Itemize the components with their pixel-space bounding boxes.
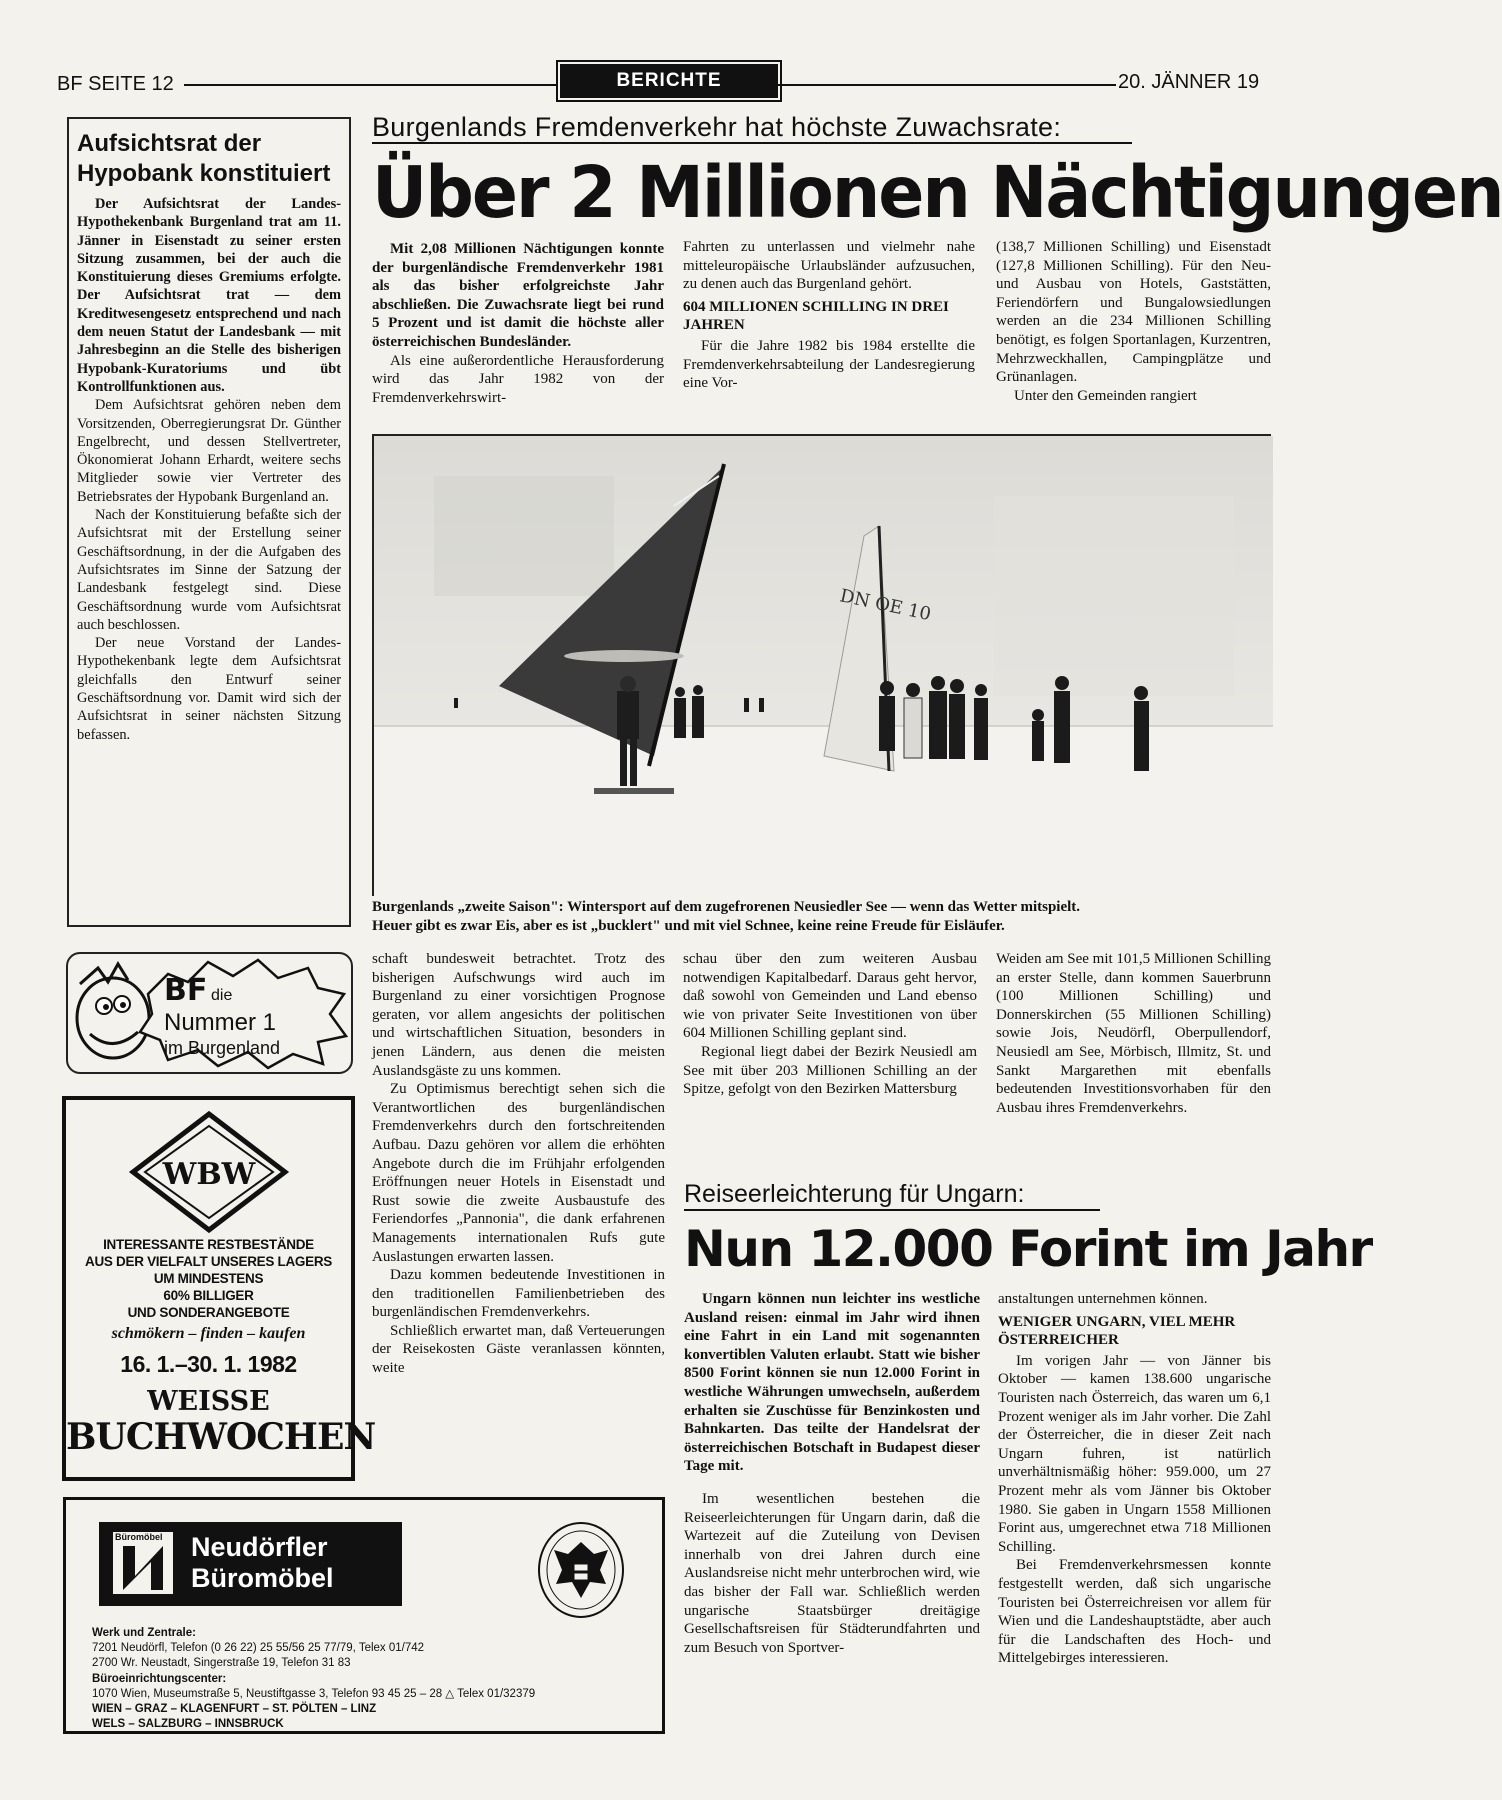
ice-sailing-photo [372,434,1271,896]
photo-illustration [374,436,1273,898]
caption-line: Burgenlands „zweite Saison": Wintersport auf dem zugefrorenen Neusiedler See — wenn das Wetter mitspielt. [372,899,1081,915]
neudoerfler-name-line: Büromöbel [191,1563,334,1593]
bf-nummer1-ad [66,952,353,1074]
neudoerfler-cities: WIEN – GRAZ – KLAGENFURT – ST. PÖLTEN – LINZ [92,1703,377,1716]
article2-headline: Nun 12.000 Forint im Jahr [684,1220,1372,1278]
sail-number: DN OE 10 [837,585,933,626]
issue-date: 20. JÄNNER 19 [1118,71,1260,93]
article1-paragraph: Dazu kommen bedeutende Investitionen in den traditionellen Familienbetrieben des burgenländischen Fremdenverkehrs. [372,1267,665,1321]
article1-paragraph: Weiden am See mit 101,5 Millionen Schilling an erster Stelle, dann kommen Sauerbrunn (100 Millionen Schilling) und Donnerskirchen (55 Millionen Schilling) sowie Jois, Neudörfl, Oberpullendorf, Neusiedl am See, Mörbisch, Illmitz, St. und Sankt Margarethen mit ebenfalls bedeutenden Investitionsvorhaben für den Ausbau ihres Fremdenverkehrs. [996,951,1272,1116]
neudoerfler-logo-mark [113,1532,173,1594]
article2-column-2 [998,1290,1271,1755]
caption-line: Heuer gibt es zwar Eis, aber es ist „bucklert" und mit viel Schnee, keine reine Freude für Eisläufer. [372,917,1005,934]
eagle-seal-icon [536,1520,626,1620]
article1-paragraph: Schließlich erwartet man, daß Verteuerungen der Reisekosten Gäste veranlassen könnten, weite [372,1322,665,1377]
ressort-label: BERICHTE [560,64,778,98]
article2-paragraph: Im vorigen Jahr — von Jänner bis Oktober — kamen 138.600 ungarische Touristen nach Österreich, das waren um 6,1 Prozent weniger als im Jahr vorher. Die Zahl der Österreicher, die in dieser Zeit nach Ungarn fuhren, ist natürlich unverhältnismäßig höher: 959.000, um 27 Prozent mehr als vom Jänner bis Oktober 1980. Sie gaben in Ungarn 1558 Millionen Forint aus, umgerechnet etwa 718 Millionen Schilling. [998,1352,1271,1555]
article1-paragraph: Unter den Gemeinden rangiert [1014,387,1197,404]
hypobank-paragraph: Nach der Konstituierung befaßte sich der Aufsichtsrat mit der Erstellung seiner Geschäftsordnung, in der die Aufgaben des Aufsichtsrates im Sinne der Satzung der Landesbank festgelegt sind. Diese Geschäftsordnung wurde vom Aufsichtsrat auch beschlossen. [77,507,341,633]
article2-paragraph: anstaltungen unternehmen können. [998,1291,1208,1307]
header-rule-left [184,84,558,86]
article1-column-2 [683,238,975,438]
article1-lead: Mit 2,08 Millionen Nächtigungen konnte der burgenländische Fremdenverkehr 1981 als das bisher erfolgreichste Jahr abschließen. Die Zuwachsrate liegt bei rund 5 Prozent und ist damit die höchste aller österreichischen Bundesländer. [372,241,664,350]
wbw-big-text: WEISSE [147,1386,270,1417]
neudoerfler-heading: Büroeinrichtungscenter: [92,1672,227,1685]
wbw-big-text: BUCHWOCHEN [66,1416,376,1458]
neudoerfler-logo-small: Büromöbel [115,1532,163,1542]
n-logo-icon [123,1546,163,1590]
article1-paragraph: schau über den zum weiteren Ausbau notwendigen Kapitalbedarf. Daraus geht hervor, daß sowohl von Gemeinden und Land ebenso wie von privater Seite Investitionen von über 604 Millionen Schilling geplant sind. [683,951,977,1042]
neudoerfler-addresses [92,1626,535,1732]
wbw-text: 60% BILLIGER [163,1288,254,1303]
article2-lead: Ungarn können nun leichter ins westliche Ausland reisen: einmal im Jahr wird ihnen eine Fahrt in ein Land mit sogenannten konvertiblen Valuten erlaubt. Statt wie bisher 8500 Forint können sie nun 12.000 Forint in westliche Währungen umwechseln, außerdem erhalten sie Zuschüsse für Benzinkosten und Bahnkarten. Das teilte der Handelsrat der österreichischen Botschaft in Budapest dieser Tage mit. [684,1291,980,1475]
hypobank-lead: Der Aufsichtsrat der Landes-Hypothekenbank Burgenland trat am 11. Jänner in Eisenstadt zu seiner ersten Sitzung zusammen, bei der auch die Konstituierung dieses Gremiums erfolgte. Der Aufsichtsrat trat — dem Kreditwesengesetz entsprechend und nach dem neuen Statut der Landesbank — mit Jahresbeginn an die Stelle des bisherigen Hypobank-Kuratoriums und übt Kontrollfunktionen aus. [77,196,341,395]
hypobank-paragraph: Dem Aufsichtsrat gehören neben dem Vorsitzenden, Oberregierungsrat Dr. Günther Engelbrecht, und dessen Stellvertreter, Ökonomierat Johann Erhardt, weitere sechs Mitglieder sowie vier Vertreter des Betriebsrates der Hypobank Burgenland an. [77,397,341,505]
neudoerfler-logo-block [99,1522,402,1606]
wbw-dates: 16. 1.–30. 1. 1982 [120,1351,297,1377]
wbw-text: INTERESSANTE RESTBESTÄNDE [103,1237,314,1252]
article1-column-6 [996,950,1271,1155]
neudoerfler-heading: Werk und Zentrale: [92,1627,196,1639]
bf-die-text: die [211,987,233,1004]
article1-paragraph: Als eine außerordentliche Herausforderung wird das Jahr 1982 von der Fremdenverkehrswirt- [372,352,664,406]
article2-column-1 [684,1290,980,1755]
article1-paragraph: Fahrten zu unterlassen und vielmehr nahe mitteleuropäische Urlaubsländer aufzusuchen, zu denen auch das Burgenland gehört. [683,239,975,293]
wbw-text: UM MINDESTENS [153,1271,264,1286]
hypobank-article [67,117,351,927]
wbw-text: AUS DER VIELFALT UNSERES LAGERS [85,1254,332,1269]
article1-paragraph: schaft bundesweit betrachtet. Trotz des bisherigen Aufschwungs wird auch im Burgenland zu einer vorsichtigen Prognose geraten, vor allem angesichts der politischen und wirtschaftlichen Situation, besonders in jenen Ländern, aus denen die meisten Auslandsgäste zu uns kommen. [372,951,665,1079]
kicker-underline [684,1209,1100,1211]
article1-paragraph: Zu Optimismus berechtigt sehen sich die Verantwortlichen des burgenländischen Fremdenverkehrs durch den fortschreitenden Aufbau. Dazu gehören vor allem die erhöhten Angebote durch die im Frühjahr erfolgenden Eröffnungen neuer Hotels in Eisenstadt und Rust sowie die zweite Ausbaustufe des Feriendorfes „Pannonia", die dank erfahrenen Managements internationalen Rufs gute Auslastungen erwarten lassen. [372,1081,665,1265]
bf-slogan-line: Nummer 1 [164,1009,277,1036]
neudoerfler-name [191,1532,334,1594]
article2-subheading: WENIGER UNGARN, VIEL MEHR ÖSTERREICHER [998,1313,1236,1349]
wbw-buchwochen-ad [62,1096,376,1481]
wbw-text: UND SONDERANGEBOTE [127,1305,290,1320]
neudoerfler-address: 2700 Wr. Neustadt, Singerstraße 19, Telefon 31 83 [92,1657,351,1670]
page-label: BF SEITE 12 [57,73,174,95]
wbw-logo-text: WBW [162,1157,255,1192]
bf-ad-art [68,954,351,1072]
header-rule-right [778,84,1116,86]
article1-paragraph: (138,7 Millionen Schilling) und Eisenstadt (127,8 Millionen Schilling). Für den Neu- und Ausbau von Hotels, Gaststätten, Feriendörfern und Bungalowsiedlungen werden an die 234 Millionen Schilling benötigt, es folgen Sportanlagen, Kurzentren, Mehrzweckhallen, Campingplätze und Grünanlagen. [996,239,1271,386]
article1-headline: Über 2 Millionen Nächtigungen [372,152,1502,235]
article1-column-1 [372,240,664,440]
article2-paragraph: Im wesentlichen bestehen die Reiseerleichterungen für Ungarn darin, daß die Wartezeit auf die Zuteilung von Devisen innerhalb von drei Jahren durch eine Auslandsreise nicht mehr unterbrochen wird, wie das bisher der Fall war. Schließlich werden ungarische Staatsbürger dreitägige Gesellschaftsreisen für Städterundfahrten und zum Besuch von Sportver- [684,1490,980,1656]
article1-column-5 [683,950,977,1155]
article2-paragraph: Bei Fremdenverkehrsmessen konnte festgestellt werden, daß sich ungarische Touristen bei Österreichreisen vor allem für Wien und die Landeshauptstädte, aber auch für die Landschaften des Hoch- und Mittelgebirges interessieren. [998,1557,1271,1667]
article2-kicker: Reiseerleichterung für Ungarn: [684,1180,1025,1208]
hypobank-title: Aufsichtsrat der Hypobank konstituiert [77,130,331,187]
neudoerfler-address: 7201 Neudörfl, Telefon (0 26 22) 25 55/56 25 77/79, Telex 01/742 [92,1642,425,1655]
article1-paragraph: Regional liegt dabei der Bezirk Neusiedl am See mit über 203 Millionen Schilling an der Spitze, gefolgt von den Bezirken Mattersburg [683,1043,977,1098]
hypobank-paragraph: Der neue Vorstand der Landes-Hypothekenbank legte dem Aufsichtsrat gleichfalls den Entwurf seiner Geschäftsordnung vor. Damit wird sich der Aufsichtsrat in seiner nächsten Sitzung befassen. [77,635,341,743]
article1-paragraph: Für die Jahre 1982 bis 1984 erstellte die Fremdenverkehrsabteilung der Landesregierung eine Vor- [683,337,975,392]
article1-subheading: 604 MILLIONEN SCHILLING IN DREI JAHREN [683,298,949,334]
neudoerfler-cities: WELS – SALZBURG – INNSBRUCK [92,1718,284,1731]
wbw-tagline: schmökern – finden – kaufen [111,1325,306,1342]
neudoerfler-address: 1070 Wien, Museumstraße 5, Neustiftgasse 3, Telefon 93 45 25 – 28 △ Telex 01/32379 [92,1687,536,1700]
neudoerfler-bueromoebel-ad [63,1497,665,1734]
article1-column-3 [996,238,1271,438]
photo-caption [372,898,1271,936]
neudoerfler-name-line: Neudörfler [191,1532,328,1562]
kicker-underline [372,142,1132,144]
bf-slogan-line: im Burgenland [164,1038,281,1058]
article1-column-4 [372,950,665,1490]
wbw-logo [129,1112,289,1232]
article1-kicker: Burgenlands Fremdenverkehr hat höchste Zuwachsrate: [372,112,1062,142]
bf-logo-text: BF [164,973,208,1008]
